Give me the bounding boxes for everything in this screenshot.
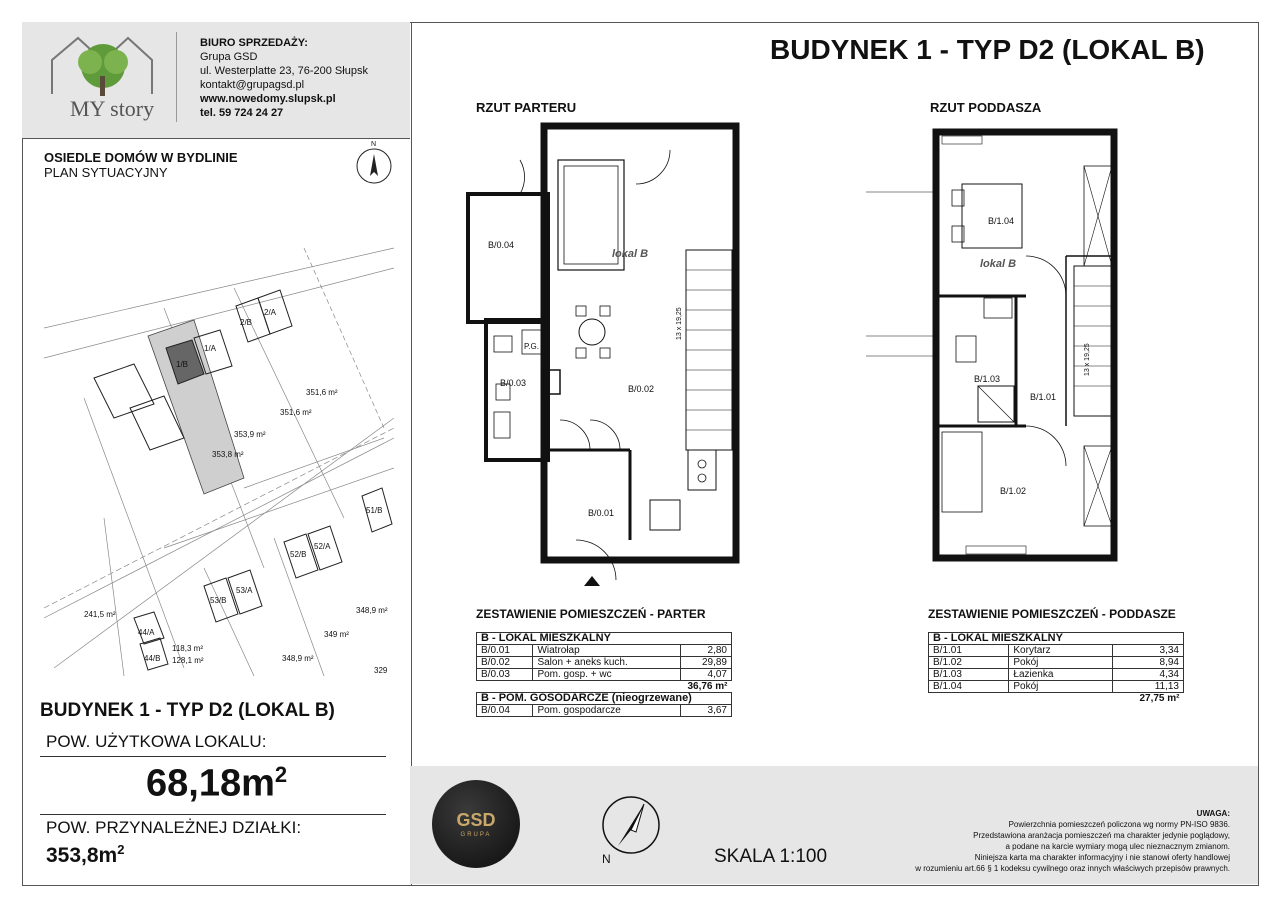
summary-building-title: BUDYNEK 1 - TYP D2 (LOKAL B): [40, 700, 335, 721]
ground-plan-title: RZUT PARTERU: [476, 100, 577, 115]
gsd-logo-sub: GRUPA: [460, 832, 492, 838]
usable-area-number: 68,18m: [146, 762, 275, 805]
site-label: 351,6 m²: [306, 388, 338, 397]
site-label: 351,6 m²: [280, 408, 312, 417]
room-area: 3,34: [1113, 645, 1184, 657]
room-label: B/0.04: [488, 240, 515, 250]
table-row: [477, 657, 732, 669]
usable-area-label: POW. UŻYTKOWA LOKALU:: [46, 732, 267, 751]
room-code: B/0.01: [477, 645, 533, 657]
room-code: B/0.02: [477, 657, 533, 669]
room-name: Wiatrołap: [533, 645, 681, 657]
site-plan-title: OSIEDLE DOMÓW W BYDLINIE: [44, 150, 238, 165]
disclaimer-line: Niniejsza karta ma charakter informacyjny i nie stanowi oferty handlowej: [974, 853, 1230, 862]
table-section: B - LOKAL MIESZKALNY: [929, 633, 1184, 645]
room-code: B/1.04: [929, 681, 1009, 693]
divider: [176, 32, 177, 122]
ground-table-title: ZESTAWIENIE POMIESZCZEŃ - PARTER: [476, 607, 706, 621]
site-label: 52/B: [290, 550, 307, 559]
site-north-icon: [354, 146, 394, 191]
ground-unit-label: lokal B: [612, 248, 649, 260]
room-area: 11,13: [1113, 681, 1184, 693]
room-label: B/0.03: [500, 378, 527, 388]
stairs-label: 13 x 19,25: [1084, 343, 1091, 376]
room-name: Łazienka: [1009, 669, 1113, 681]
site-label: 2/B: [240, 318, 253, 327]
room-code: B/1.03: [929, 669, 1009, 681]
room-name: Pom. gosp. + wc: [533, 669, 681, 681]
room-name: Korytarz: [1009, 645, 1113, 657]
office-email[interactable]: kontakt@grupagsd.pl: [200, 79, 305, 91]
office-line: Grupa GSD: [200, 51, 258, 63]
site-label: 51/B: [366, 506, 383, 515]
divider: [40, 814, 386, 815]
attic-floor-plan: [866, 126, 1126, 566]
site-label: 44/B: [144, 654, 161, 663]
attic-table-title: ZESTAWIENIE POMIESZCZEŃ - PODDASZE: [928, 607, 1176, 621]
site-plan-title-block: [44, 150, 238, 180]
disclaimer: [860, 808, 1230, 874]
room-code: B/0.03: [477, 669, 533, 681]
gsd-logo: [432, 780, 520, 868]
room-label: B/1.01: [1030, 392, 1057, 402]
site-plan-labels: [44, 188, 394, 676]
attic-unit-label: lokal B: [980, 258, 1017, 270]
table-row: [929, 645, 1184, 657]
site-plan-subtitle: PLAN SYTUACYJNY: [44, 165, 168, 180]
table-row: [477, 645, 732, 657]
usable-area-sup: 2: [274, 762, 288, 787]
site-label: 349 m²: [324, 630, 349, 639]
table-total: 36,76 m²: [687, 681, 728, 692]
site-label: 52/A: [314, 542, 331, 551]
site-label: 241,5 m²: [84, 610, 116, 619]
room-code: B/0.04: [477, 705, 533, 717]
table-row: [477, 669, 732, 681]
scale-label: SKALA 1:100: [714, 846, 828, 867]
table-total: 27,75 m²: [1139, 693, 1180, 704]
table-row: [929, 669, 1184, 681]
north-arrow-icon: [600, 794, 662, 861]
site-label: 348,9 m²: [356, 606, 388, 615]
sales-office-info: [200, 36, 368, 120]
office-line: ul. Westerplatte 23, 76-200 Słupsk: [200, 65, 368, 77]
room-label: B/0.02: [628, 384, 655, 394]
plot-area-sup: 2: [117, 842, 125, 857]
usable-area-value: [146, 762, 287, 806]
sales-office-heading: BIURO SPRZEDAŻY:: [200, 37, 308, 49]
north-label: N: [602, 852, 611, 866]
room-area: 3,67: [681, 705, 732, 717]
room-label: B/1.03: [974, 374, 1001, 384]
site-label: 53/B: [210, 596, 227, 605]
site-label: 118,3 m²: [172, 644, 203, 653]
disclaimer-line: Przedstawiona aranżacja pomieszczeń ma charakter jedynie poglądowy,: [973, 831, 1230, 840]
divider: [40, 756, 386, 757]
site-label: 128,1 m²: [172, 656, 204, 665]
table-row: [477, 705, 732, 717]
site-label: 329: [374, 666, 388, 675]
room-code: B/1.01: [929, 645, 1009, 657]
room-code: B/1.02: [929, 657, 1009, 669]
room-area: 29,89: [681, 657, 732, 669]
gsd-logo-text: GSD: [456, 810, 496, 830]
site-label: 2/A: [264, 308, 277, 317]
disclaimer-title: UWAGA:: [1196, 809, 1230, 818]
site-label: 348,9 m²: [282, 654, 314, 663]
room-label: B/1.02: [1000, 486, 1027, 496]
room-area: 4,34: [1113, 669, 1184, 681]
attic-plan-title: RZUT PODDASZA: [930, 100, 1042, 115]
room-name: Pom. gospodarcze: [533, 705, 681, 717]
room-label: B/0.01: [588, 508, 615, 518]
site-label: 353,8 m²: [212, 450, 244, 459]
room-area: 8,94: [1113, 657, 1184, 669]
site-label: 53/A: [236, 586, 253, 595]
site-label: 1/B: [176, 360, 189, 369]
my-story-logo: [48, 32, 158, 124]
table-section: B - LOKAL MIESZKALNY: [477, 633, 732, 645]
table-section: B - POM. GOSODARCZE (nieogrzewane): [477, 693, 732, 705]
plot-area-label: POW. PRZYNALEŻNEJ DZIAŁKI:: [46, 818, 302, 837]
room-area: 2,80: [681, 645, 732, 657]
main-title: BUDYNEK 1 - TYP D2 (LOKAL B): [770, 34, 1205, 65]
office-website[interactable]: www.nowedomy.slupsk.pl: [200, 93, 336, 105]
disclaimer-line: Powierzchnia pomieszczeń policzona wg normy PN-ISO 9836.: [1008, 820, 1230, 829]
room-name: Pokój: [1009, 657, 1113, 669]
site-north-label: N: [371, 141, 377, 148]
pg-label: P.G.: [524, 342, 539, 351]
attic-room-table: [928, 632, 1184, 704]
ground-room-table: [476, 632, 732, 717]
site-label: 44/A: [138, 628, 155, 637]
room-area: 4,07: [681, 669, 732, 681]
office-phone: tel. 59 724 24 27: [200, 107, 284, 119]
plot-area-number: 353,8m: [46, 844, 118, 867]
table-row: [929, 657, 1184, 669]
site-label: 353,9 m²: [234, 430, 266, 439]
ground-floor-plan: [460, 120, 750, 590]
table-row: [929, 681, 1184, 693]
logo-text: MY story: [70, 96, 155, 121]
stairs-label: 13 x 19,25: [676, 307, 683, 340]
disclaimer-line: w rozumieniu art.66 § 1 kodeksu cywilnego oraz innych właściwych przepisów prawnych.: [915, 864, 1230, 873]
plot-area-value: [46, 842, 124, 868]
room-label: B/1.04: [988, 216, 1015, 226]
room-name: Pokój: [1009, 681, 1113, 693]
site-label: 1/A: [204, 344, 217, 353]
room-name: Salon + aneks kuch.: [533, 657, 681, 669]
disclaimer-line: a podane na karcie wymiary mogą ulec nieznacznym zmianom.: [1005, 842, 1230, 851]
